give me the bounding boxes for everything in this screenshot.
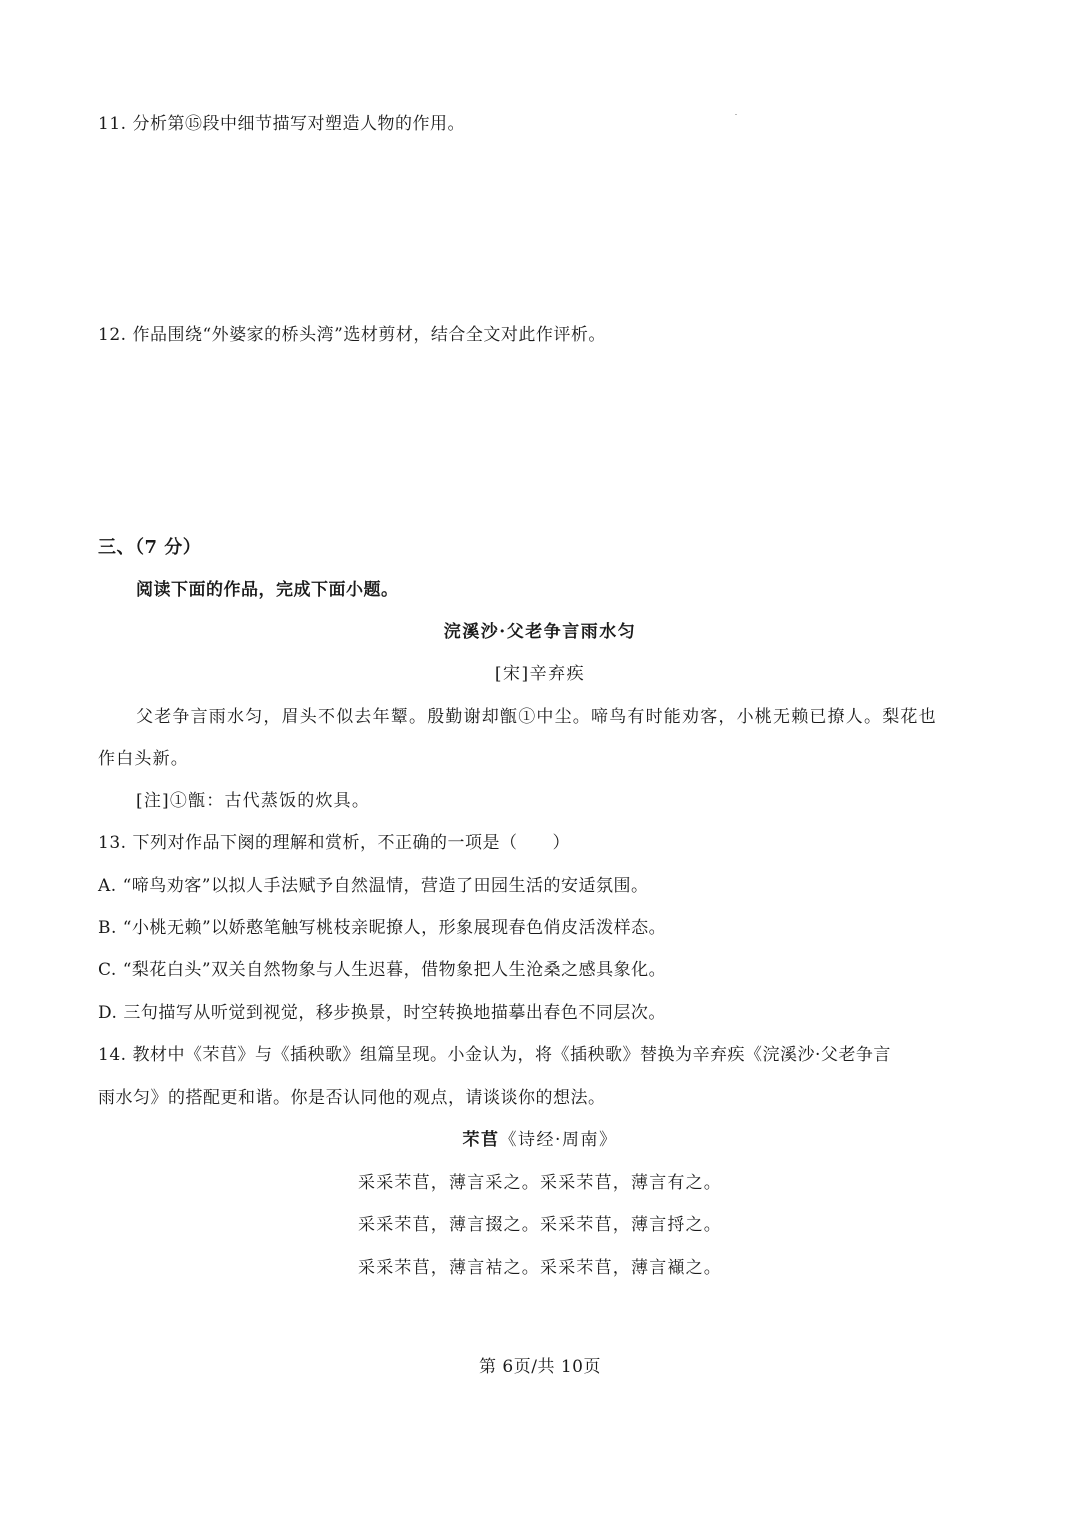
question-13: 13. 下列对作品下阕的理解和赏析，不正确的一项是（ ） [98, 833, 570, 853]
section-heading: 三、（7 分） [98, 537, 202, 558]
question-11: 11. 分析第⑮段中细节描写对塑造人物的作用。 [98, 114, 465, 134]
question-12: 12. 作品围绕“外婆家的桥头湾”选材剪材，结合全文对此作评析。 [98, 325, 606, 345]
option-d: D. 三句描写从听觉到视觉，移步换景，时空转换地描摹出春色不同层次。 [98, 1003, 666, 1023]
poem2-title [0, 1128, 1080, 1152]
scan-speck [735, 114, 737, 115]
question-14-line-1: 14. 教材中《芣苢》与《插秧歌》组篇呈现。小金认为，将《插秧歌》替换为辛弃疾《浣溪沙·父老争言 [98, 1045, 891, 1065]
poem-note: [注]①甑：古代蒸饭的炊具。 [136, 791, 371, 811]
poem-text-line-1: 父老争言雨水匀，眉头不似去年颦。殷勤谢却甑①中尘。啼鸟有时能劝客，小桃无赖已撩人。梨花也 [136, 707, 937, 727]
poem-text-line-2: 作白头新。 [98, 749, 189, 769]
poem2-title-name: 芣苢 [462, 1130, 500, 1150]
option-c: C. “梨花白头”双关自然物象与人生迟暮，借物象把人生沧桑之感具象化。 [98, 960, 667, 980]
poem2-title-source: 《诗经·周南》 [499, 1130, 618, 1150]
poem2-line-3: 采采芣苢，薄言袺之。采采芣苢，薄言襭之。 [358, 1258, 722, 1278]
poem2-line-2: 采采芣苢，薄言掇之。采采芣苢，薄言捋之。 [358, 1215, 722, 1235]
poem-author: [宋]辛弃疾 [494, 664, 586, 684]
option-b: B. “小桃无赖”以娇憨笔触写桃枝亲昵撩人，形象展现春色俏皮活泼样态。 [98, 918, 667, 938]
section-instruction: 阅读下面的作品，完成下面小题。 [136, 580, 399, 600]
poem-title: 浣溪沙·父老争言雨水匀 [443, 622, 637, 642]
option-a: A. “啼鸟劝客”以拟人手法赋予自然温情，营造了田园生活的安适氛围。 [98, 876, 649, 896]
question-14-line-2: 雨水匀》的搭配更和谐。你是否认同他的观点，请谈谈你的想法。 [98, 1088, 606, 1108]
poem2-line-1: 采采芣苢，薄言采之。采采芣苢，薄言有之。 [358, 1173, 722, 1193]
page-number: 第 6页/共 10页 [479, 1357, 601, 1377]
